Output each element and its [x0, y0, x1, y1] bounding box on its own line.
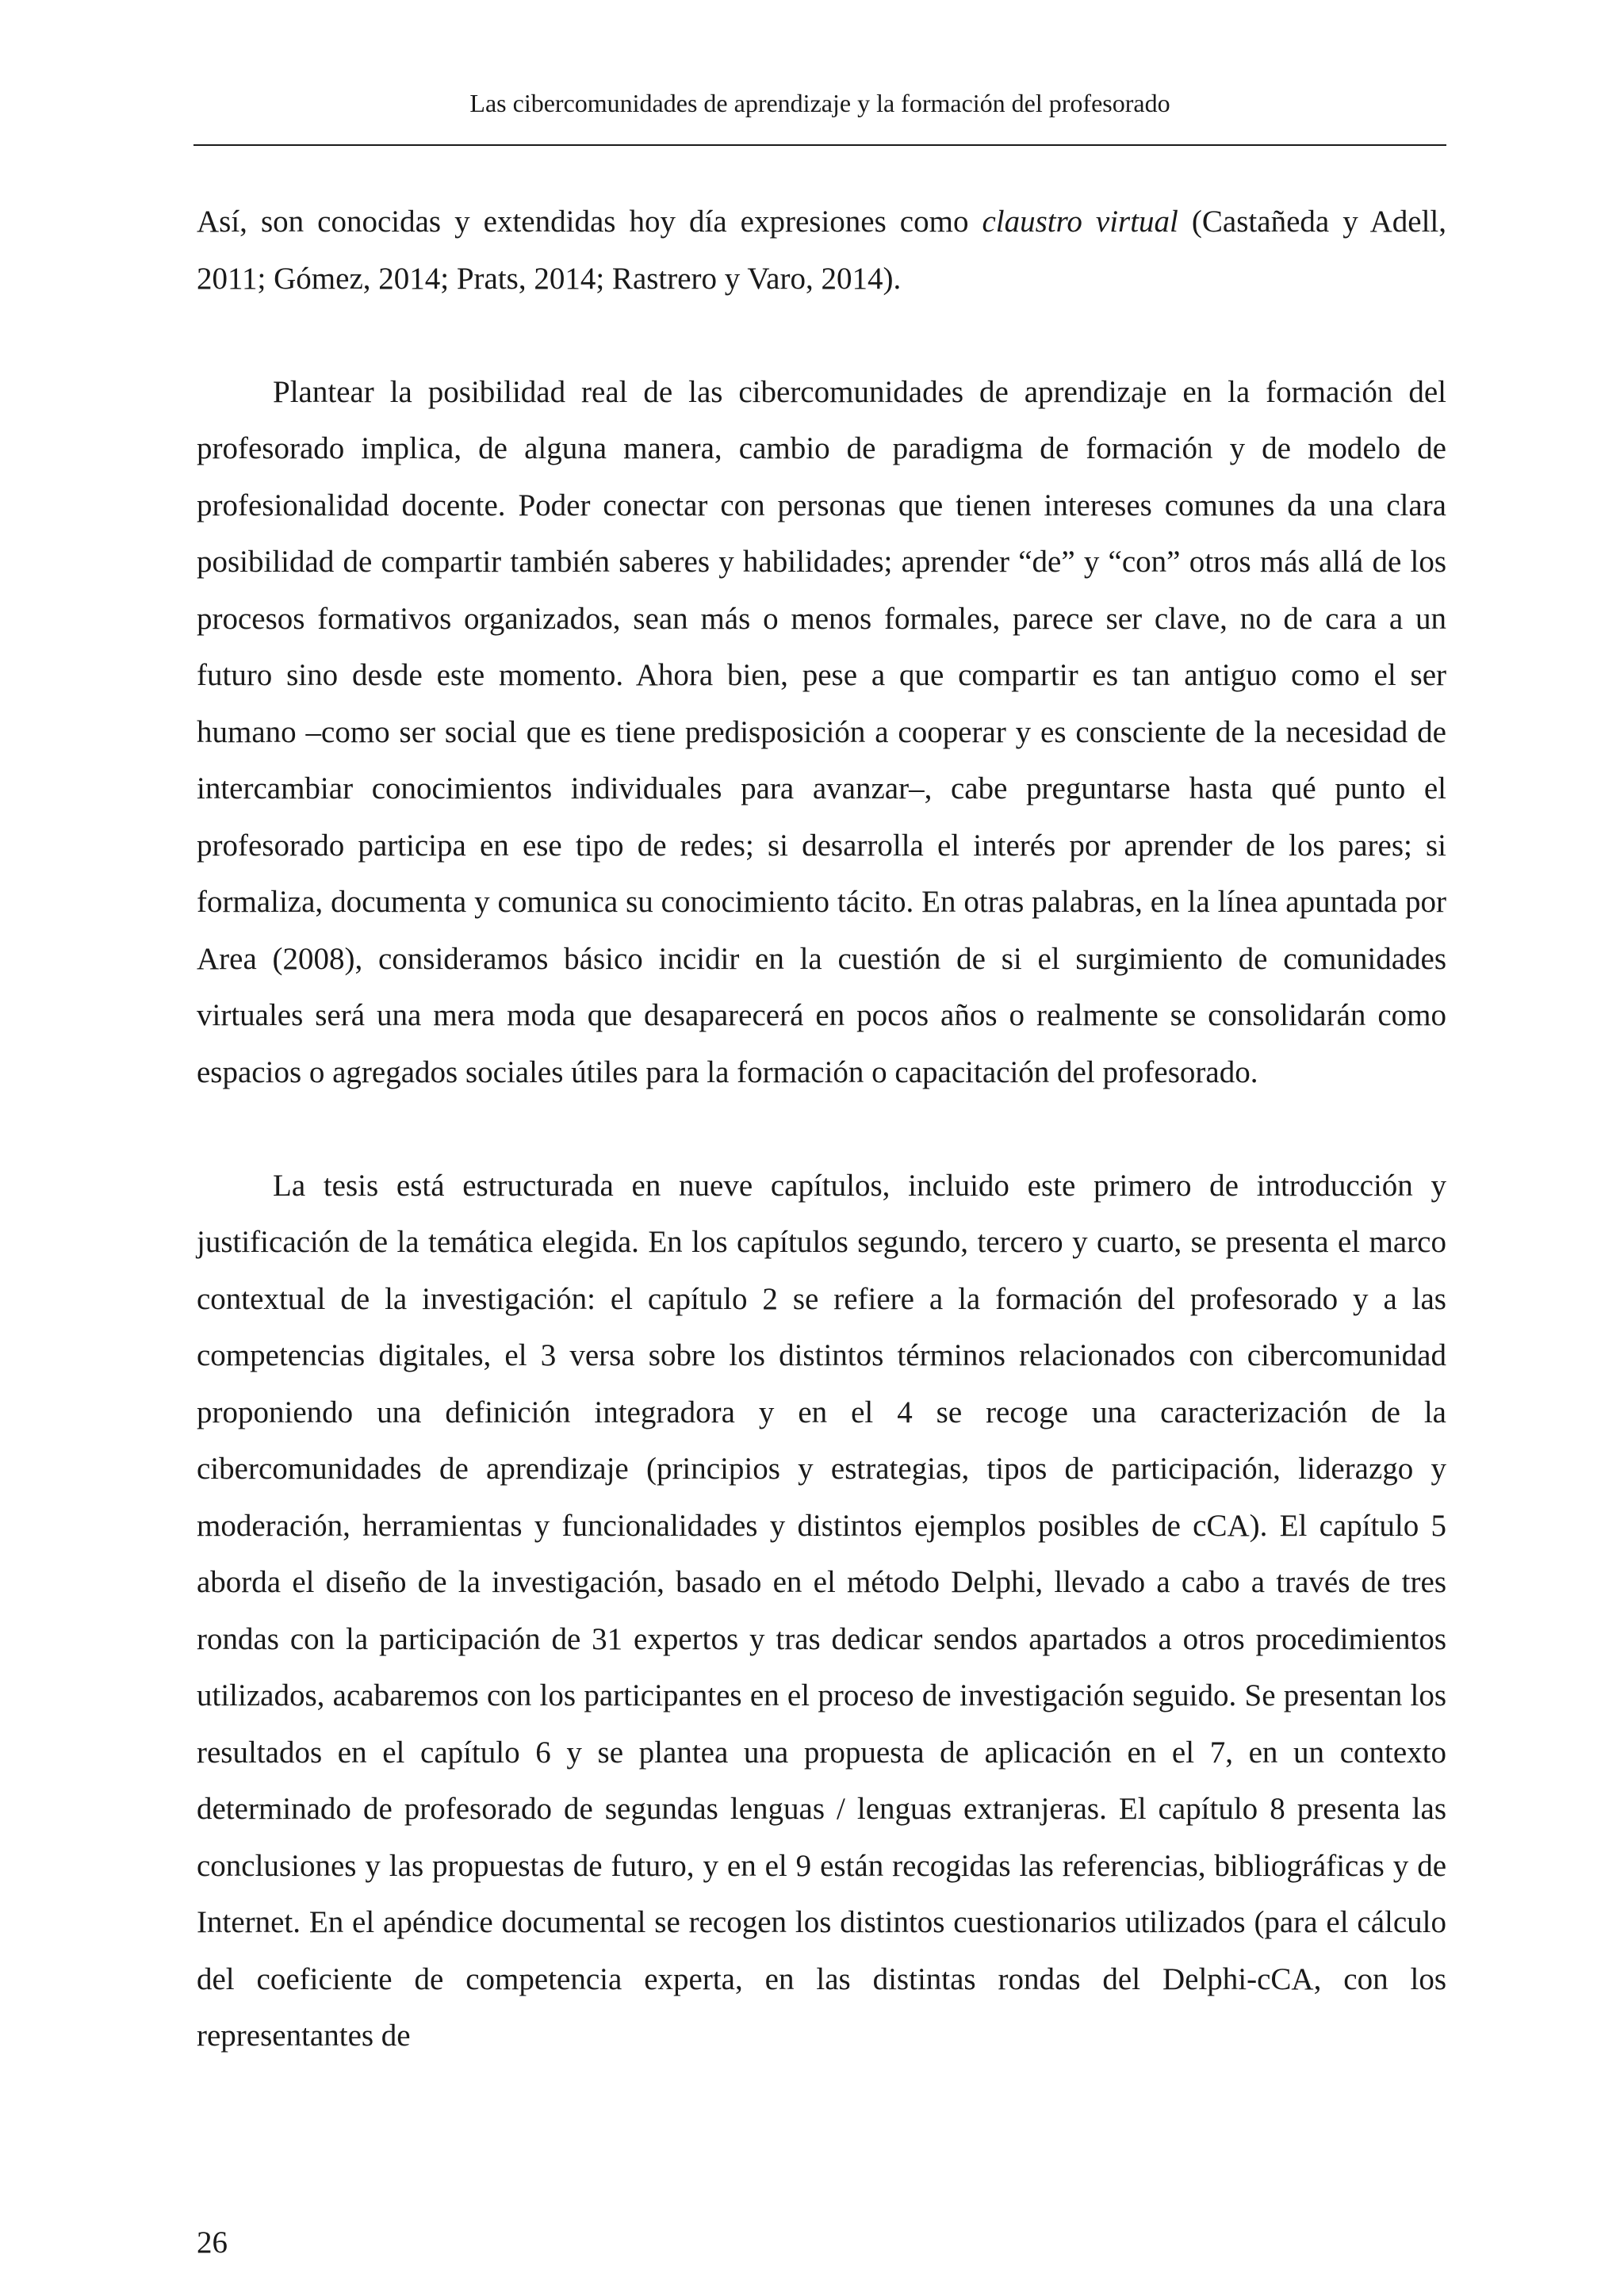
paragraph-2: Plantear la posibilidad real de las cibercomunidades de aprendizaje en la formación del profesorado implica, de alguna manera, cambio de paradigma de formación y de modelo de profesionalidad docente. Poder conectar con personas que tienen intereses comunes da una clara posibilidad de compartir también saberes y habilidades; aprender “de” y “con” otros más allá de los procesos formativos organizados, sean más o menos formales, parece ser clave, no de cara a un futuro sino desde este momento. Ahora bien, pese a que compartir es tan antiguo como el ser humano –como ser social que es tiene predisposición a cooperar y es consciente de la necesidad de intercambiar conocimientos individuales para avanzar–, cabe preguntarse hasta qué punto el profesorado participa en ese tipo de redes; si desarrolla el interés por aprender de los pares; si formaliza, documenta y comunica su conocimiento tácito. En otras palabras, en la línea apuntada por Area (2008), consideramos básico incidir en la cuestión de si el surgimiento de comunidades virtuales será una mera moda que desaparecerá en pocos años o realmente se consolidarán como espacios o agregados sociales útiles para la formación o capacitación del profesorado. — [197, 374, 1446, 1089]
paragraph-3: La tesis está estructurada en nueve capítulos, incluido este primero de introducción y justificación de la temática elegida. En los capítulos segundo, tercero y cuarto, se presenta el marco contextual de la investigación: el capítulo 2 se refiere a la formación del profesorado y a las competencias digitales, el 3 versa sobre los distintos términos relacionados con cibercomunidad proponiendo una definición integradora y en el 4 se recoge una caracterización de la cibercomunidades de aprendizaje (principios y estrategias, tipos de participación, liderazgo y moderación, herramientas y funcionalidades y distintos ejemplos posibles de cCA). El capítulo 5 aborda el diseño de la investigación, basado en el método Delphi, llevado a cabo a través de tres rondas con la participación de 31 expertos y tras dedicar sendos apartados a otros procedimientos utilizados, acabaremos con los participantes en el proceso de investigación seguido. Se presentan los resultados en el capítulo 6 y se plantea una propuesta de aplicación en el 7, en un contexto determinado de profesorado de segundas lenguas / lenguas extranjeras. El capítulo 8 presenta las conclusiones y las propuestas de futuro, y en el 9 están recogidas las referencias, bibliográficas y de Internet. En el apéndice documental se recogen los distintos cuestionarios utilizados (para el cálculo del coeficiente de competencia experta, en las distintas rondas del Delphi-cCA, con los representantes de — [197, 1168, 1446, 2053]
page-number: 26 — [197, 2225, 228, 2260]
header-divider — [193, 144, 1446, 146]
paragraph-1-text-start: Así, son conocidas y extendidas hoy día expresiones como — [197, 205, 982, 239]
paragraph-1 — [197, 193, 1446, 307]
italic-term: claustro virtual — [982, 205, 1178, 239]
paragraph-1-text-end: (Castañeda y Adell, 2011; Gómez, 2014; Prats, 2014; Rastrero y Varo, 2014). — [197, 205, 1446, 296]
body-text — [197, 193, 1446, 2064]
running-header: Las cibercomunidades de aprendizaje y la formación del profesorado — [469, 89, 1170, 117]
